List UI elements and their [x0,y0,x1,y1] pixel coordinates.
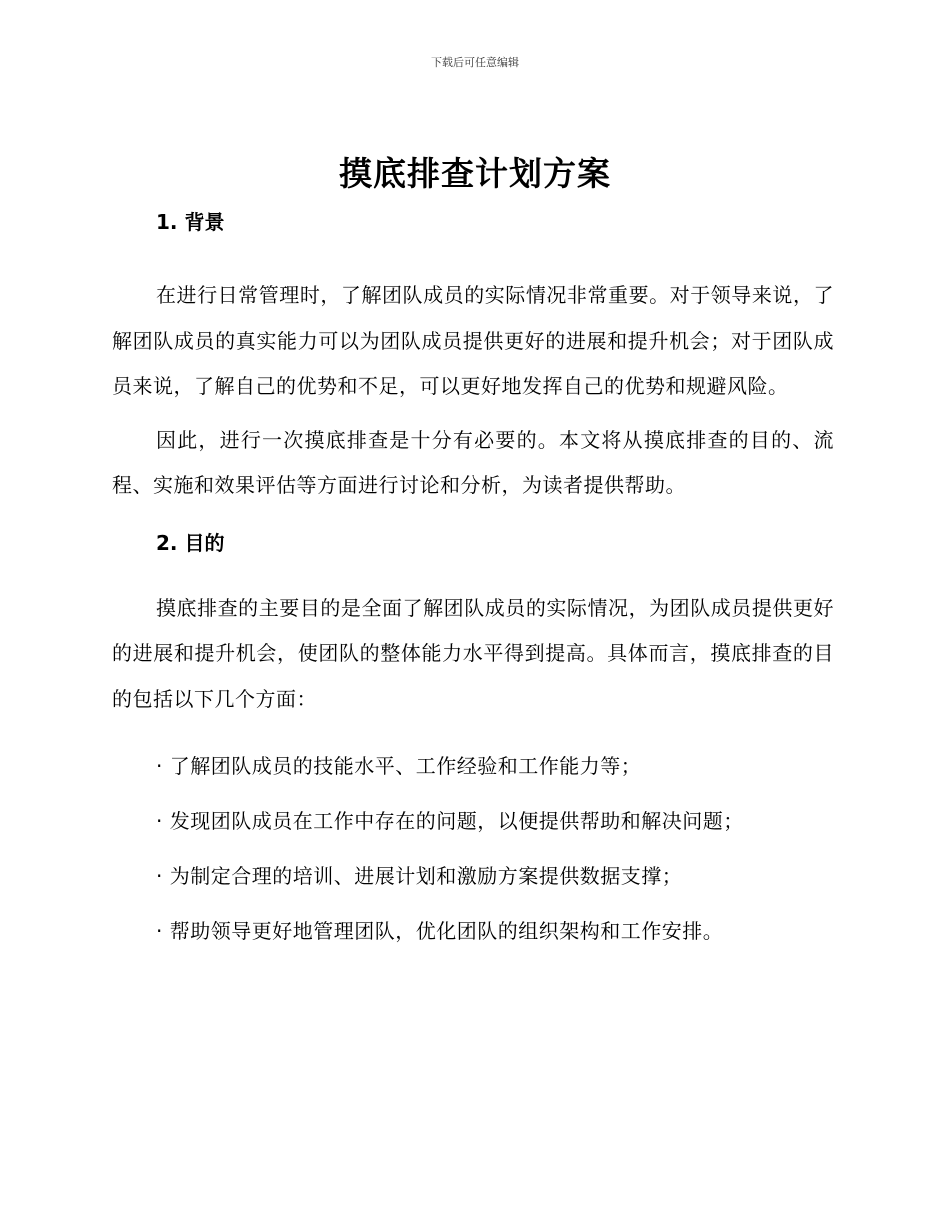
paragraph: 摸底排查的主要目的是全面了解团队成员的实际情况，为团队成员提供更好的进展和提升机会，使团队的整体能力水平得到提高。具体而言，摸底排查的目的包括以下几个方面： [112,595,834,711]
list-item: · 了解团队成员的技能水平、工作经验和工作能力等； [156,754,642,778]
purpose-bullet-list [112,752,834,945]
section-heading-purpose: 2. 目的 [156,530,225,555]
paragraph: 在进行日常管理时，了解团队成员的实际情况非常重要。对于领导来说，了解团队成员的真实能力可以为团队成员提供更好的进展和提升机会；对于团队成员来说，了解自己的优势和不足，可以更好地发挥自己的优势和规避风险。 [112,283,834,398]
paragraph: 因此，进行一次摸底排查是十分有必要的。本文将从摸底排查的目的、流程、实施和效果评估等方面进行讨论和分析，为读者提供帮助。 [112,427,834,497]
list-item: · 发现团队成员在工作中存在的问题，以便提供帮助和解决问题； [156,809,744,833]
list-item: · 为制定合理的培训、进展计划和激励方案提供数据支撑； [156,864,683,888]
document-body [112,208,834,945]
header-note: 下载后可任意编辑 [431,56,519,69]
section-heading-background: 1. 背景 [156,210,225,234]
document-title: 摸底排查计划方案 [339,154,611,193]
list-item: · 帮助领导更好地管理团队，优化团队的组织架构和工作安排。 [156,919,724,943]
